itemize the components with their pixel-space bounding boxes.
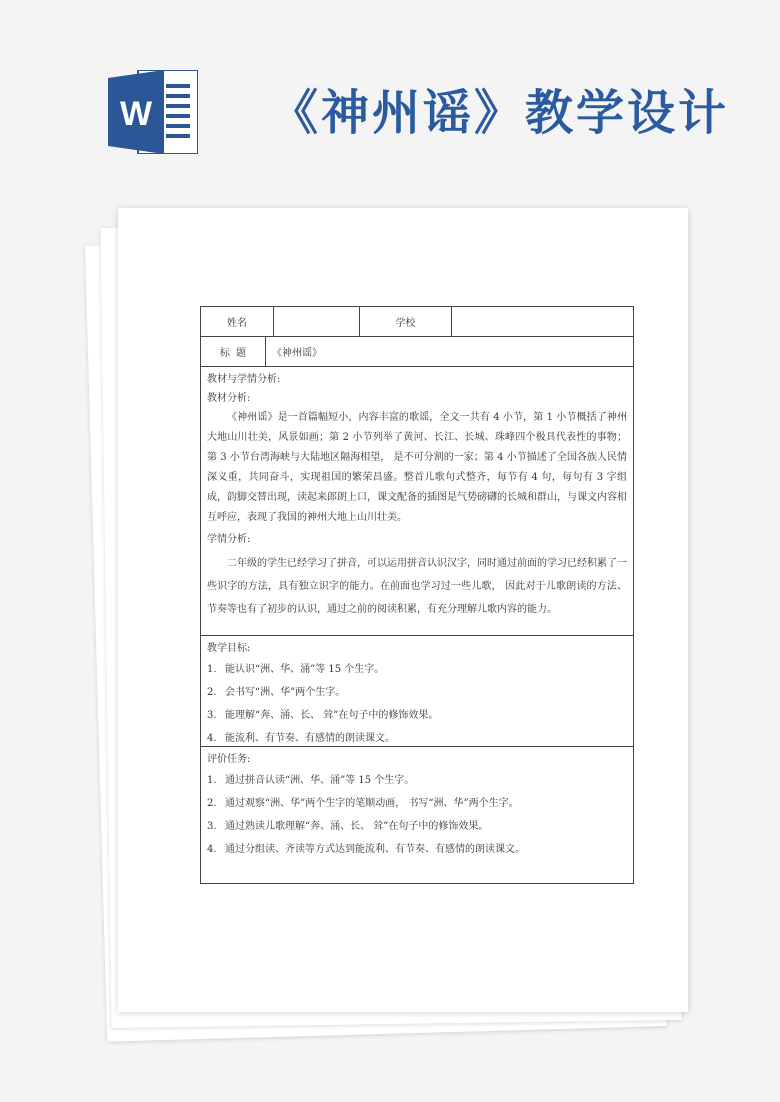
title-label: 标 题 <box>219 348 247 359</box>
name-value-cell[interactable] <box>273 307 359 336</box>
evaluation-heading: 评价任务: <box>207 754 251 765</box>
evaluation-item: 1. 通过拼音认读“洲、华、涌”等 15 个生字。 <box>207 775 415 787</box>
teaching-goals-section <box>201 636 633 747</box>
material-analysis-text: 《神州谣》是一首篇幅短小，内容丰富的歌谣，全文一共有 4 小节，第 1 小节概括了神州大地山川壮美，风景如画；第 2 小节列举了黄河、长江、长城、珠峰四个极具代表性的事物；第 3 小节台湾海峡与大陆地区隔海相望， 是不可分割的一家；第 4 小节描述了全国各族人民情深义重，共同奋斗，实现祖国的繁荣昌盛。整首儿歌句式整齐，每节有 4 句，每句有 3 字组成，韵脚交替出现，读起来郎朗上口，课文配备的插图是气势磅礴的长城和群山，与课文内容相互呼应，表现了我国的神州大地上山川壮美。 <box>207 412 627 524</box>
goal-item: 2. 会书写“洲、华”两个生字。 <box>207 687 346 699</box>
logo-letter: W <box>119 95 153 133</box>
material-analysis-heading: 教材分析: <box>207 393 251 405</box>
lesson-plan-table <box>200 306 634 884</box>
word-logo-icon <box>108 70 198 154</box>
analysis-heading: 教材与学情分析: <box>207 374 281 385</box>
school-label: 学校 <box>359 307 451 336</box>
school-value-cell[interactable] <box>451 307 633 336</box>
evaluation-section <box>201 747 633 883</box>
goal-item: 1. 能认识“洲、华、涌”等 15 个生字。 <box>207 664 385 676</box>
student-analysis-heading: 学情分析: <box>207 534 251 546</box>
evaluation-item: 2. 通过观察“洲、华”两个生字的笔顺动画， 书写“洲、华”两个生字。 <box>207 798 519 810</box>
evaluation-item: 3. 通过熟读儿歌理解“奔、涌、长、 耸”在句子中的修饰效果。 <box>207 821 489 833</box>
title-value[interactable]: 《神州谣》 <box>265 337 633 366</box>
document-title: 《神州谣》教学设计 <box>270 85 730 141</box>
evaluation-item: 4. 通过分组读、齐读等方式达到能流利、有节奏、有感情的朗读课文。 <box>207 844 525 856</box>
goal-item: 3. 能理解“奔、涌、长、 耸”在句子中的修饰效果。 <box>207 710 439 722</box>
name-label: 姓名 <box>227 318 247 329</box>
student-analysis-text: 二年级的学生已经学习了拼音，可以运用拼音认识汉字，同时通过前面的学习已经积累了一些识字的方法，具有独立识字的能力。在前面也学习过一些儿歌， 因此对于儿歌朗读的方法、节奏等也有了初步的认识，通过之前的阅读积累，有充分理解儿歌内容的能力。 <box>207 557 627 616</box>
teaching-goals-heading: 教学目标: <box>207 643 251 654</box>
goal-item: 4. 能流利、有节奏、有感情的朗读课文。 <box>207 733 395 745</box>
title-row <box>201 337 633 367</box>
analysis-section <box>201 370 633 636</box>
name-school-row <box>201 307 633 337</box>
